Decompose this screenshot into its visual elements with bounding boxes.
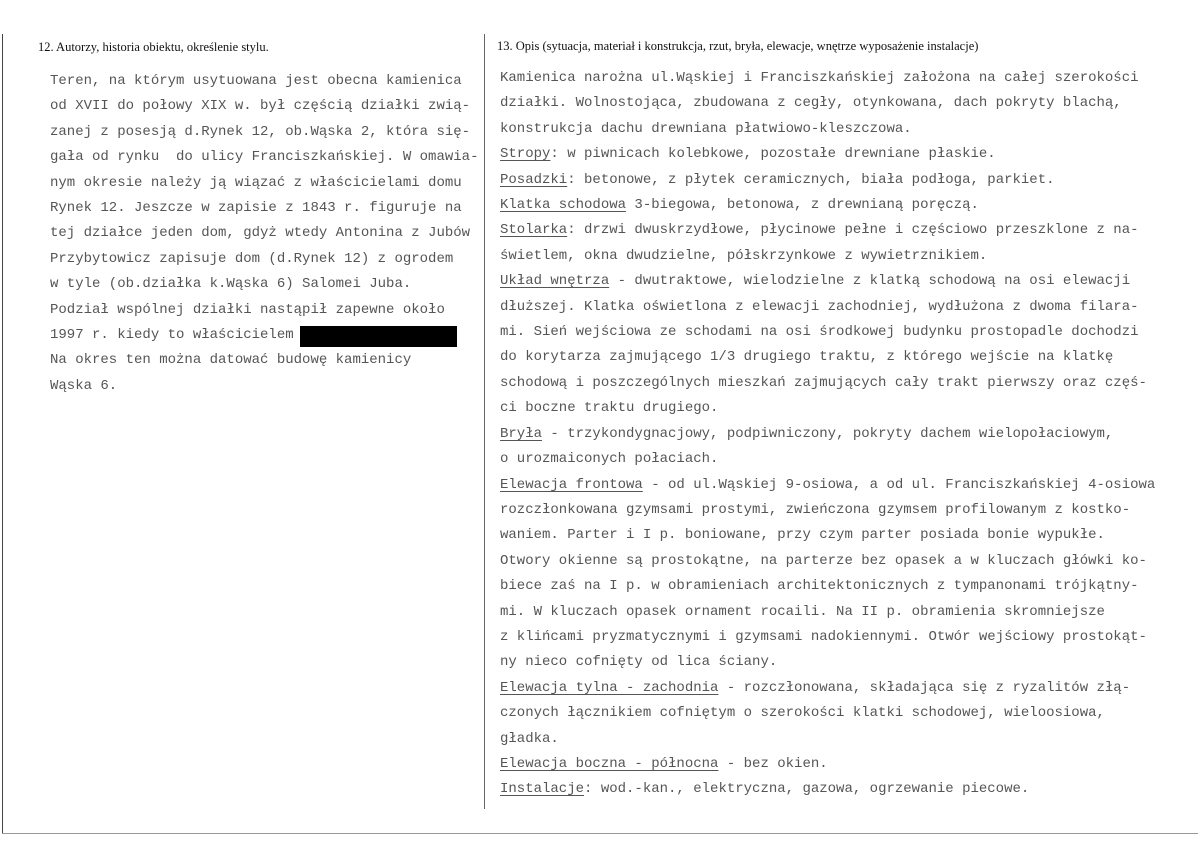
line-text: z klińcami pryzmatycznymi i gzymsami nadokiennymi. Otwór wejściowy prostokąt-: [500, 628, 1147, 645]
line-text: : wod.-kan., elektryczna, gazowa, ogrzewanie piecowe.: [584, 781, 1030, 798]
subsection-label: Stolarka: [500, 222, 568, 239]
section-12-heading: 12. Autorzy, historia obiektu, określenie stylu.: [38, 40, 269, 54]
text-line: [500, 193, 1155, 218]
page-border-bottom: [2, 833, 1198, 834]
subsection-label: Klatka schodowa: [500, 197, 627, 214]
line-text: rozczłonkowana gzymsami prostymi, zwieńczona gzymsem profilowanym z kostko-: [500, 501, 1131, 518]
text-line: [500, 447, 1155, 472]
text-line: Rynek 12. Jeszcze w zapisie z 1843 r. figuruje na: [50, 200, 462, 217]
line-text: ny nieco cofnięty od lica ściany.: [500, 654, 778, 671]
line-text: - bez okien.: [718, 755, 828, 772]
text-line: [500, 498, 1155, 523]
text-line: [500, 66, 1155, 91]
text-line: [500, 473, 1155, 498]
text-line: [500, 396, 1155, 421]
text-line: [500, 371, 1155, 396]
line-text: Otwory okienne są prostokątne, na parterze bez opasek a w kluczach główki ko-: [500, 552, 1147, 569]
line-text: - trzykondygnacjowy, podpiwniczony, pokryty dachem wielopołaciowym,: [542, 425, 1114, 442]
line-text: - rozczłonowana, składająca się z ryzalitów złą-: [718, 679, 1131, 696]
subsection-label: Elewacja frontowa: [500, 476, 643, 493]
text-line: [500, 600, 1155, 625]
line-text: mi. Sień wejściowa ze schodami na osi środkowej budynku prostopadle dochodzi: [500, 324, 1139, 341]
line-text: konstrukcja dachu drewniana płatwiowo-kleszczowa.: [500, 120, 912, 137]
text-line: [500, 676, 1155, 701]
subsection-label: Posadzki: [500, 171, 568, 188]
line-text: schodową i poszczególnych mieszkań zajmujących cały trakt pierwszy oraz częś-: [500, 374, 1147, 391]
text-line: [500, 625, 1155, 650]
line-text: o urozmaiconych połaciach.: [500, 451, 719, 468]
text-line: 1997 r. kiedy to właścicielem: [50, 327, 294, 344]
text-line: [500, 574, 1155, 599]
line-text: : betonowe, z płytek ceramicznych, biała podłoga, parkiet.: [567, 171, 1055, 188]
redaction-box: [300, 326, 457, 347]
line-text: czonych łącznikiem cofniętym o szerokości klatki schodowej, wieloosiowa,: [500, 705, 1105, 722]
line-text: 3-biegowa, betonowa, z drewnianą poręczą.: [626, 197, 979, 214]
text-line: zanej z posesją d.Rynek 12, ob.Wąska 2, która się-: [50, 123, 471, 140]
line-text: biece zaś na I p. w obramieniach architektonicznych z tympanonami trójkątny-: [500, 578, 1139, 595]
text-line: Teren, na którym usytuowana jest obecna kamienica: [50, 73, 462, 89]
column-divider: [484, 34, 485, 809]
subsection-label: Bryła: [500, 425, 543, 442]
line-text: waniem. Parter i I p. boniowane, przy czym parter posiada bonie wypukłe.: [500, 527, 1105, 544]
line-text: Kamienica narożna ul.Wąskiej i Franciszkańskiej założona na całej szerokości: [500, 70, 1139, 86]
text-line: [500, 117, 1155, 142]
line-text: do korytarza zajmującego 1/3 drugiego traktu, z którego wejście na klatkę: [500, 349, 1114, 366]
history-text: [50, 69, 478, 399]
text-line: w tyle (ob.działka k.Wąska 6) Salomei Juba.: [50, 276, 412, 293]
text-line: [500, 168, 1155, 193]
text-line: [500, 320, 1155, 345]
line-text: : w piwnicach kolebkowe, pozostałe drewniane płaskie.: [550, 146, 996, 163]
text-line: [500, 549, 1155, 574]
text-line: [500, 650, 1155, 675]
text-line: Podział wspólnej działki nastąpił zapewne około: [50, 301, 445, 318]
subsection-label: Układ wnętrza: [500, 273, 610, 290]
line-text: dłuższej. Klatka oświetlona z elewacji zachodniej, wydłużona z dwoma filara-: [500, 298, 1139, 315]
text-line: [500, 91, 1155, 116]
text-line: [500, 752, 1155, 777]
subsection-label: Stropy: [500, 146, 551, 163]
text-line: Wąska 6.: [50, 377, 118, 394]
text-line: od XVII do połowy XIX w. był częścią działki zwią-: [50, 98, 471, 115]
description-text: [500, 66, 1155, 803]
text-line: [500, 523, 1155, 548]
text-line: gała od rynku do ulicy Franciszkańskiej. W omawia-: [50, 149, 479, 166]
text-line: [500, 218, 1155, 243]
text-line: [500, 701, 1155, 726]
subsection-label: Elewacja tylna - zachodnia: [500, 679, 719, 696]
line-text: : drzwi dwuskrzydłowe, płycinowe pełne i częściowo przeszklone z na-: [567, 222, 1139, 239]
text-line: nym okresie należy ją wiązać z właścicielami domu: [50, 174, 462, 191]
text-line: [500, 345, 1155, 370]
text-line: [500, 727, 1155, 752]
text-line: [500, 142, 1155, 167]
text-line: [500, 269, 1155, 294]
line-text: ci boczne traktu drugiego.: [500, 400, 719, 417]
line-text: mi. W kluczach opasek ornament rocaili. Na II p. obramienia skromniejsze: [500, 603, 1105, 620]
text-line: Na okres ten można datować budowę kamienicy: [50, 352, 412, 369]
text-line: [500, 422, 1155, 447]
text-line: [500, 244, 1155, 269]
text-line: tej działce jeden dom, gdyż wtedy Antonina z Jubów: [50, 225, 471, 242]
subsection-label: Elewacja boczna - północna: [500, 755, 719, 772]
page-border-left: [2, 34, 3, 834]
text-line: Przybytowicz zapisuje dom (d.Rynek 12) z ogrodem: [50, 250, 454, 267]
line-text: działki. Wolnostojąca, zbudowana z cegły, otynkowana, dach pokryty blachą,: [500, 95, 1122, 112]
text-line: [500, 295, 1155, 320]
text-line: [500, 777, 1155, 802]
line-text: świetlem, okna dwudzielne, półskrzynkowe z wywietrznikiem.: [500, 247, 988, 264]
line-text: gładka.: [500, 730, 559, 747]
line-text: - dwutraktowe, wielodzielne z klatką schodową na osi elewacji: [609, 273, 1131, 290]
line-text: - od ul.Wąskiej 9-osiowa, a od ul. Franciszkańskiej 4-osiowa: [642, 476, 1156, 493]
section-13-heading: 13. Opis (sytuacja, materiał i konstrukcja, rzut, bryła, elewacje, wnętrze wyposażenie instalacje): [497, 39, 979, 53]
subsection-label: Instalacje: [500, 781, 585, 798]
